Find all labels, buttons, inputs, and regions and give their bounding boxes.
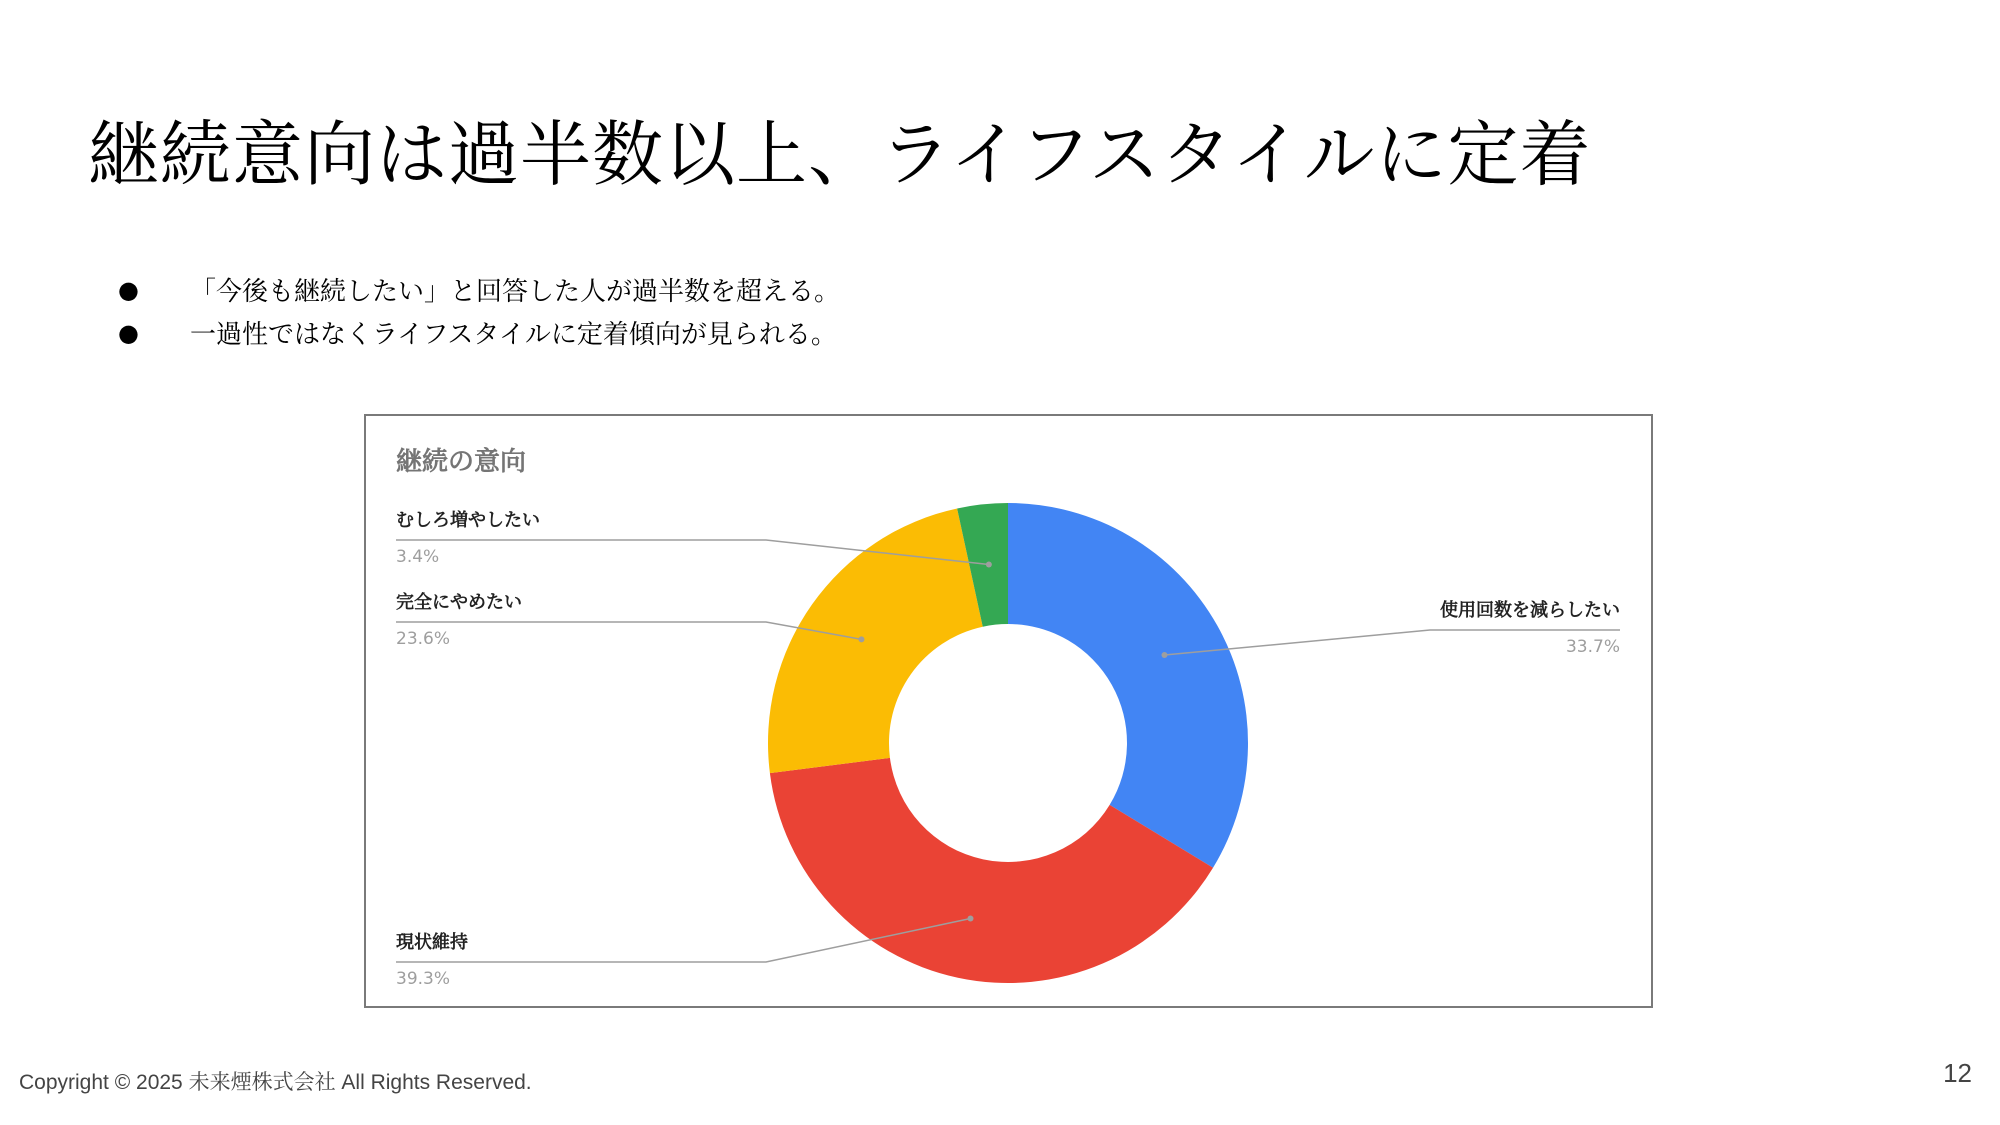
page-number: 12 <box>1943 1058 1972 1088</box>
chart-frame <box>364 414 1653 1008</box>
slide-title: 継続意向は過半数以上、ライフスタイルに定着 <box>88 113 1592 196</box>
bullet-dot-icon: ● <box>118 318 139 347</box>
slice-label: 現状維持 <box>396 932 468 953</box>
callout-dot <box>986 562 992 568</box>
bullet-list <box>118 268 840 354</box>
slice-label: 完全にやめたい <box>396 592 522 613</box>
bullet-item <box>118 268 840 311</box>
slice-percent: 33.7% <box>1565 637 1620 657</box>
slice-label: 使用回数を減らしたい <box>1440 600 1620 621</box>
slice-percent: 3.4% <box>396 547 440 567</box>
copyright-text: Copyright © 2025 未来煙株式会社 All Rights Reserved. <box>19 1071 532 1094</box>
bullet-item <box>118 311 840 354</box>
slice-label: むしろ増やしたい <box>396 510 540 531</box>
chart-title: 継続の意向 <box>396 447 527 477</box>
slice-percent: 23.6% <box>396 629 451 649</box>
callout-line <box>396 622 861 639</box>
callout-dot <box>1161 652 1167 658</box>
bullet-text: 一過性ではなくライフスタイルに定着傾向が見られる。 <box>190 320 837 350</box>
bullet-text: 「今後も継続したい」と回答した人が過半数を超える。 <box>190 277 841 307</box>
callout-dot <box>967 916 973 922</box>
donut-chart <box>366 416 1651 1006</box>
donut-slice <box>1008 503 1248 868</box>
donut-slices <box>768 503 1248 983</box>
bullet-dot-icon: ● <box>118 275 139 304</box>
callout-dot <box>858 636 864 642</box>
slice-percent: 39.3% <box>396 969 451 989</box>
donut-slice <box>768 508 983 773</box>
callout-line <box>1164 630 1620 655</box>
